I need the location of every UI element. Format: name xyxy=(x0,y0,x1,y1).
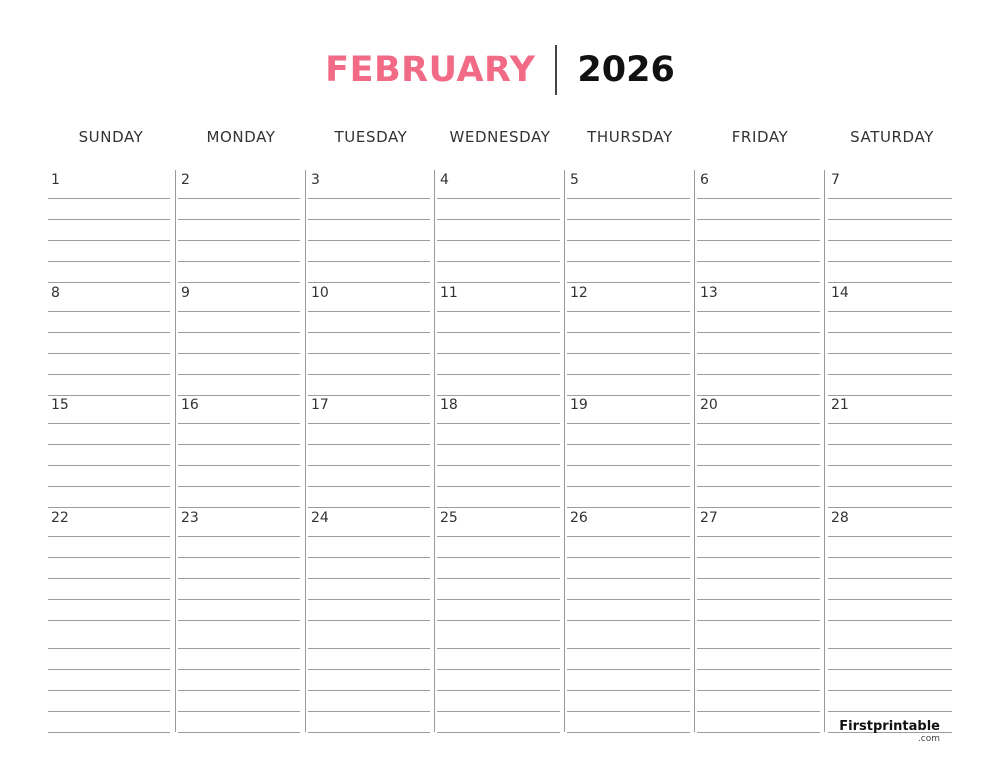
writing-line xyxy=(697,599,820,600)
day-cell-thursday xyxy=(565,620,692,732)
weekday-monday: MONDAY xyxy=(206,128,276,146)
day-number: 14 xyxy=(831,285,849,301)
writing-line xyxy=(437,332,560,333)
day-number: 18 xyxy=(440,397,458,413)
writing-line xyxy=(308,732,430,733)
writing-line xyxy=(828,374,952,375)
writing-line xyxy=(437,711,560,712)
writing-line xyxy=(308,374,430,375)
calendar-grid xyxy=(46,170,958,732)
day-cell-wednesday xyxy=(435,395,562,507)
writing-line xyxy=(308,465,430,466)
day-number: 9 xyxy=(181,285,190,301)
day-cell-friday xyxy=(695,620,822,732)
writing-line xyxy=(697,465,820,466)
writing-line xyxy=(178,536,300,537)
writing-line xyxy=(828,578,952,579)
writing-line xyxy=(308,423,430,424)
day-number: 12 xyxy=(570,285,588,301)
day-cell-friday xyxy=(695,283,822,395)
day-number: 11 xyxy=(440,285,458,301)
day-cell-tuesday xyxy=(306,508,432,620)
writing-line xyxy=(567,219,690,220)
writing-line xyxy=(828,423,952,424)
day-cell-wednesday xyxy=(435,620,562,732)
weekday-sunday: SUNDAY xyxy=(78,128,144,146)
day-cell-monday xyxy=(176,283,302,395)
year-title: 2026 xyxy=(577,50,675,90)
day-number: 21 xyxy=(831,397,849,413)
writing-line xyxy=(567,332,690,333)
writing-line xyxy=(48,711,170,712)
day-number: 16 xyxy=(181,397,199,413)
writing-line xyxy=(567,423,690,424)
day-number: 8 xyxy=(51,285,60,301)
brand-suffix: .com xyxy=(917,734,940,744)
writing-line xyxy=(178,261,300,262)
writing-line xyxy=(828,711,952,712)
day-number: 22 xyxy=(51,510,69,526)
writing-line xyxy=(48,353,170,354)
day-number: 23 xyxy=(181,510,199,526)
writing-line xyxy=(697,648,820,649)
weekday-thursday: THURSDAY xyxy=(587,128,673,146)
day-cell-monday xyxy=(176,508,302,620)
writing-line xyxy=(48,578,170,579)
writing-line xyxy=(308,198,430,199)
writing-line xyxy=(567,732,690,733)
writing-line xyxy=(178,198,300,199)
day-number: 2 xyxy=(181,172,190,188)
writing-line xyxy=(178,423,300,424)
writing-line xyxy=(308,353,430,354)
writing-line xyxy=(567,465,690,466)
writing-line xyxy=(437,690,560,691)
writing-line xyxy=(697,711,820,712)
writing-line xyxy=(828,557,952,558)
day-number: 6 xyxy=(700,172,709,188)
day-cell-sunday xyxy=(46,508,172,620)
writing-line xyxy=(308,557,430,558)
writing-line xyxy=(697,557,820,558)
writing-line xyxy=(437,198,560,199)
day-cell-tuesday xyxy=(306,620,432,732)
writing-line xyxy=(308,711,430,712)
writing-line xyxy=(567,557,690,558)
day-cell-wednesday xyxy=(435,170,562,282)
calendar-title xyxy=(0,44,1000,96)
day-cell-saturday xyxy=(826,170,954,282)
writing-line xyxy=(178,219,300,220)
writing-line xyxy=(178,332,300,333)
writing-line xyxy=(697,240,820,241)
brand-name: Firstprintable xyxy=(839,719,940,734)
writing-line xyxy=(308,669,430,670)
day-number: 13 xyxy=(700,285,718,301)
writing-line xyxy=(697,669,820,670)
writing-line xyxy=(828,536,952,537)
writing-line xyxy=(437,423,560,424)
day-cell-saturday xyxy=(826,620,954,732)
writing-line xyxy=(697,219,820,220)
writing-line xyxy=(437,648,560,649)
writing-line xyxy=(437,669,560,670)
day-cell-sunday xyxy=(46,395,172,507)
writing-line xyxy=(308,311,430,312)
writing-line xyxy=(697,486,820,487)
writing-line xyxy=(697,444,820,445)
day-cell-saturday xyxy=(826,508,954,620)
writing-line xyxy=(437,374,560,375)
writing-line xyxy=(48,732,170,733)
day-cell-tuesday xyxy=(306,395,432,507)
writing-line xyxy=(308,444,430,445)
writing-line xyxy=(48,648,170,649)
writing-line xyxy=(697,261,820,262)
column-divider xyxy=(824,170,825,732)
writing-line xyxy=(437,240,560,241)
day-cell-wednesday xyxy=(435,283,562,395)
day-cell-tuesday xyxy=(306,170,432,282)
writing-line xyxy=(567,198,690,199)
writing-line xyxy=(567,669,690,670)
writing-line xyxy=(567,353,690,354)
writing-line xyxy=(308,332,430,333)
writing-line xyxy=(828,599,952,600)
writing-line xyxy=(48,690,170,691)
day-cell-friday xyxy=(695,170,822,282)
day-cell-thursday xyxy=(565,283,692,395)
writing-line xyxy=(828,444,952,445)
writing-line xyxy=(437,444,560,445)
writing-line xyxy=(828,465,952,466)
writing-line xyxy=(48,311,170,312)
title-divider xyxy=(555,45,557,95)
writing-line xyxy=(567,444,690,445)
writing-line xyxy=(178,444,300,445)
writing-line xyxy=(178,486,300,487)
writing-line xyxy=(697,690,820,691)
writing-line xyxy=(308,690,430,691)
writing-line xyxy=(828,219,952,220)
writing-line xyxy=(48,486,170,487)
writing-line xyxy=(828,669,952,670)
day-number: 10 xyxy=(311,285,329,301)
day-number: 1 xyxy=(51,172,60,188)
day-cell-friday xyxy=(695,395,822,507)
day-number: 3 xyxy=(311,172,320,188)
writing-line xyxy=(697,198,820,199)
day-cell-monday xyxy=(176,620,302,732)
month-title: FEBRUARY xyxy=(325,50,536,90)
writing-line xyxy=(697,423,820,424)
writing-line xyxy=(437,219,560,220)
writing-line xyxy=(697,311,820,312)
day-cell-thursday xyxy=(565,170,692,282)
writing-line xyxy=(437,732,560,733)
writing-line xyxy=(437,261,560,262)
day-cell-thursday xyxy=(565,395,692,507)
writing-line xyxy=(697,732,820,733)
day-number: 5 xyxy=(570,172,579,188)
day-number: 27 xyxy=(700,510,718,526)
writing-line xyxy=(697,578,820,579)
writing-line xyxy=(697,536,820,537)
writing-line xyxy=(567,374,690,375)
day-cell-monday xyxy=(176,170,302,282)
writing-line xyxy=(828,240,952,241)
writing-line xyxy=(437,557,560,558)
writing-line xyxy=(828,690,952,691)
writing-line xyxy=(308,578,430,579)
day-number: 26 xyxy=(570,510,588,526)
day-number: 24 xyxy=(311,510,329,526)
writing-line xyxy=(437,486,560,487)
day-cell-saturday xyxy=(826,395,954,507)
day-number: 17 xyxy=(311,397,329,413)
day-cell-saturday xyxy=(826,283,954,395)
writing-line xyxy=(178,578,300,579)
writing-line xyxy=(437,311,560,312)
writing-line xyxy=(308,219,430,220)
writing-line xyxy=(567,261,690,262)
brand-logo xyxy=(830,720,940,744)
weekday-tuesday: TUESDAY xyxy=(334,128,408,146)
writing-line xyxy=(437,536,560,537)
writing-line xyxy=(48,374,170,375)
writing-line xyxy=(178,711,300,712)
writing-line xyxy=(308,240,430,241)
writing-line xyxy=(437,353,560,354)
writing-line xyxy=(567,240,690,241)
day-cell-friday xyxy=(695,508,822,620)
writing-line xyxy=(178,690,300,691)
writing-line xyxy=(308,486,430,487)
day-cell-sunday xyxy=(46,620,172,732)
writing-line xyxy=(178,374,300,375)
writing-line xyxy=(48,423,170,424)
writing-line xyxy=(178,648,300,649)
weekday-wednesday: WEDNESDAY xyxy=(449,128,551,146)
writing-line xyxy=(567,711,690,712)
writing-line xyxy=(48,669,170,670)
writing-line xyxy=(178,311,300,312)
day-number: 7 xyxy=(831,172,840,188)
day-cell-wednesday xyxy=(435,508,562,620)
writing-line xyxy=(567,690,690,691)
writing-line xyxy=(828,332,952,333)
day-cell-thursday xyxy=(565,508,692,620)
writing-line xyxy=(567,486,690,487)
writing-line xyxy=(48,332,170,333)
writing-line xyxy=(828,648,952,649)
writing-line xyxy=(178,240,300,241)
day-number: 25 xyxy=(440,510,458,526)
writing-line xyxy=(828,486,952,487)
writing-line xyxy=(567,536,690,537)
weekday-saturday: SATURDAY xyxy=(850,128,934,146)
writing-line xyxy=(48,599,170,600)
writing-line xyxy=(437,599,560,600)
day-number: 28 xyxy=(831,510,849,526)
writing-line xyxy=(828,311,952,312)
writing-line xyxy=(48,240,170,241)
weekday-header-row xyxy=(46,128,958,152)
day-number: 15 xyxy=(51,397,69,413)
writing-line xyxy=(178,669,300,670)
writing-line xyxy=(308,261,430,262)
weekday-friday: FRIDAY xyxy=(731,128,789,146)
writing-line xyxy=(178,353,300,354)
day-number: 19 xyxy=(570,397,588,413)
writing-line xyxy=(48,261,170,262)
day-cell-monday xyxy=(176,395,302,507)
day-number: 20 xyxy=(700,397,718,413)
writing-line xyxy=(308,648,430,649)
writing-line xyxy=(828,261,952,262)
writing-line xyxy=(48,219,170,220)
writing-line xyxy=(178,732,300,733)
writing-line xyxy=(697,332,820,333)
writing-line xyxy=(567,648,690,649)
writing-line xyxy=(437,465,560,466)
writing-line xyxy=(48,465,170,466)
writing-line xyxy=(48,536,170,537)
writing-line xyxy=(697,374,820,375)
day-cell-tuesday xyxy=(306,283,432,395)
writing-line xyxy=(48,557,170,558)
writing-line xyxy=(178,465,300,466)
writing-line xyxy=(437,578,560,579)
writing-line xyxy=(48,198,170,199)
writing-line xyxy=(828,353,952,354)
writing-line xyxy=(567,599,690,600)
writing-line xyxy=(178,599,300,600)
writing-line xyxy=(567,578,690,579)
writing-line xyxy=(308,599,430,600)
day-number: 4 xyxy=(440,172,449,188)
day-cell-sunday xyxy=(46,170,172,282)
writing-line xyxy=(308,536,430,537)
writing-line xyxy=(48,444,170,445)
day-cell-sunday xyxy=(46,283,172,395)
writing-line xyxy=(178,557,300,558)
writing-line xyxy=(697,353,820,354)
writing-line xyxy=(828,198,952,199)
writing-line xyxy=(567,311,690,312)
